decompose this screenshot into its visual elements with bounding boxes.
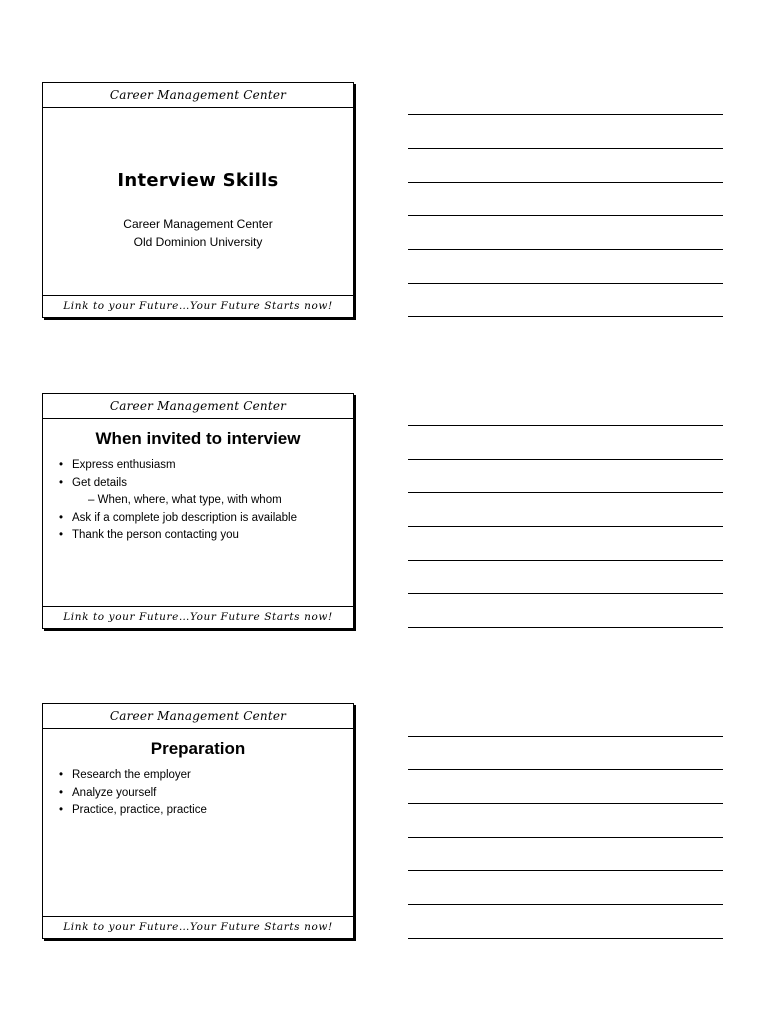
note-line bbox=[408, 114, 723, 115]
bullet-item bbox=[59, 475, 353, 493]
slide-footer: Link to your Future…Your Future Starts now! bbox=[43, 916, 353, 938]
bullet-dot: • bbox=[59, 769, 64, 781]
bullet-dot: • bbox=[59, 511, 64, 524]
bullet-text: Ask if a complete job description is available bbox=[72, 511, 298, 524]
slide-3 bbox=[42, 703, 354, 939]
note-line bbox=[408, 560, 723, 561]
note-line bbox=[408, 526, 723, 527]
note-line bbox=[408, 425, 723, 426]
note-line bbox=[408, 316, 723, 317]
note-line bbox=[408, 736, 723, 737]
bullet-text: Research the employer bbox=[72, 769, 191, 781]
note-line bbox=[408, 459, 723, 460]
note-line bbox=[408, 148, 723, 149]
bullet-item bbox=[59, 785, 353, 803]
bullet-text: Express enthusiasm bbox=[72, 459, 176, 471]
slide-body bbox=[43, 170, 353, 251]
subtitle-line: Old Dominion University bbox=[133, 235, 263, 249]
bullet-dot: • bbox=[59, 786, 64, 799]
slide-title: Preparation bbox=[150, 739, 246, 758]
sub-bullet-item bbox=[59, 492, 353, 510]
note-line bbox=[408, 627, 723, 628]
note-line bbox=[408, 904, 723, 905]
bullet-dot: • bbox=[59, 459, 64, 471]
bullet-item bbox=[59, 527, 353, 545]
note-line bbox=[408, 837, 723, 838]
bullet-dot: • bbox=[59, 476, 64, 489]
slide-footer: Link to your Future…Your Future Starts now! bbox=[43, 295, 353, 317]
slide-2 bbox=[42, 393, 354, 629]
bullet-text: Thank the person contacting you bbox=[72, 529, 239, 541]
note-line bbox=[408, 283, 723, 284]
bullet-item bbox=[59, 767, 353, 785]
slide-body bbox=[43, 429, 353, 545]
note-line bbox=[408, 182, 723, 183]
slide-1 bbox=[42, 82, 354, 318]
note-line bbox=[408, 870, 723, 871]
bullet-text: Practice, practice, practice bbox=[72, 804, 207, 816]
slide-header: Career Management Center bbox=[43, 83, 353, 108]
bullet-text: – When, where, what type, with whom bbox=[88, 494, 282, 506]
bullet-list bbox=[43, 457, 353, 545]
slide-header: Career Management Center bbox=[43, 704, 353, 729]
slide-header: Career Management Center bbox=[43, 394, 353, 419]
bullet-item bbox=[59, 802, 353, 820]
note-line bbox=[408, 769, 723, 770]
subtitle-line: Career Management Center bbox=[123, 217, 273, 231]
note-line bbox=[408, 215, 723, 216]
slide-title: When invited to interview bbox=[95, 429, 301, 448]
slide-title: Interview Skills bbox=[117, 170, 279, 191]
note-line bbox=[408, 249, 723, 250]
bullet-text: Get details bbox=[72, 476, 127, 489]
bullet-list bbox=[43, 767, 353, 820]
slide-body bbox=[43, 739, 353, 820]
bullet-item bbox=[59, 457, 353, 475]
bullet-dot: • bbox=[59, 804, 64, 816]
note-line bbox=[408, 803, 723, 804]
bullet-dot: • bbox=[59, 529, 64, 541]
slide-footer: Link to your Future…Your Future Starts now! bbox=[43, 606, 353, 628]
note-line bbox=[408, 492, 723, 493]
bullet-item bbox=[59, 510, 353, 528]
note-line bbox=[408, 593, 723, 594]
bullet-text: Analyze yourself bbox=[72, 786, 157, 799]
note-line bbox=[408, 938, 723, 939]
slide-subtitle bbox=[43, 215, 353, 251]
